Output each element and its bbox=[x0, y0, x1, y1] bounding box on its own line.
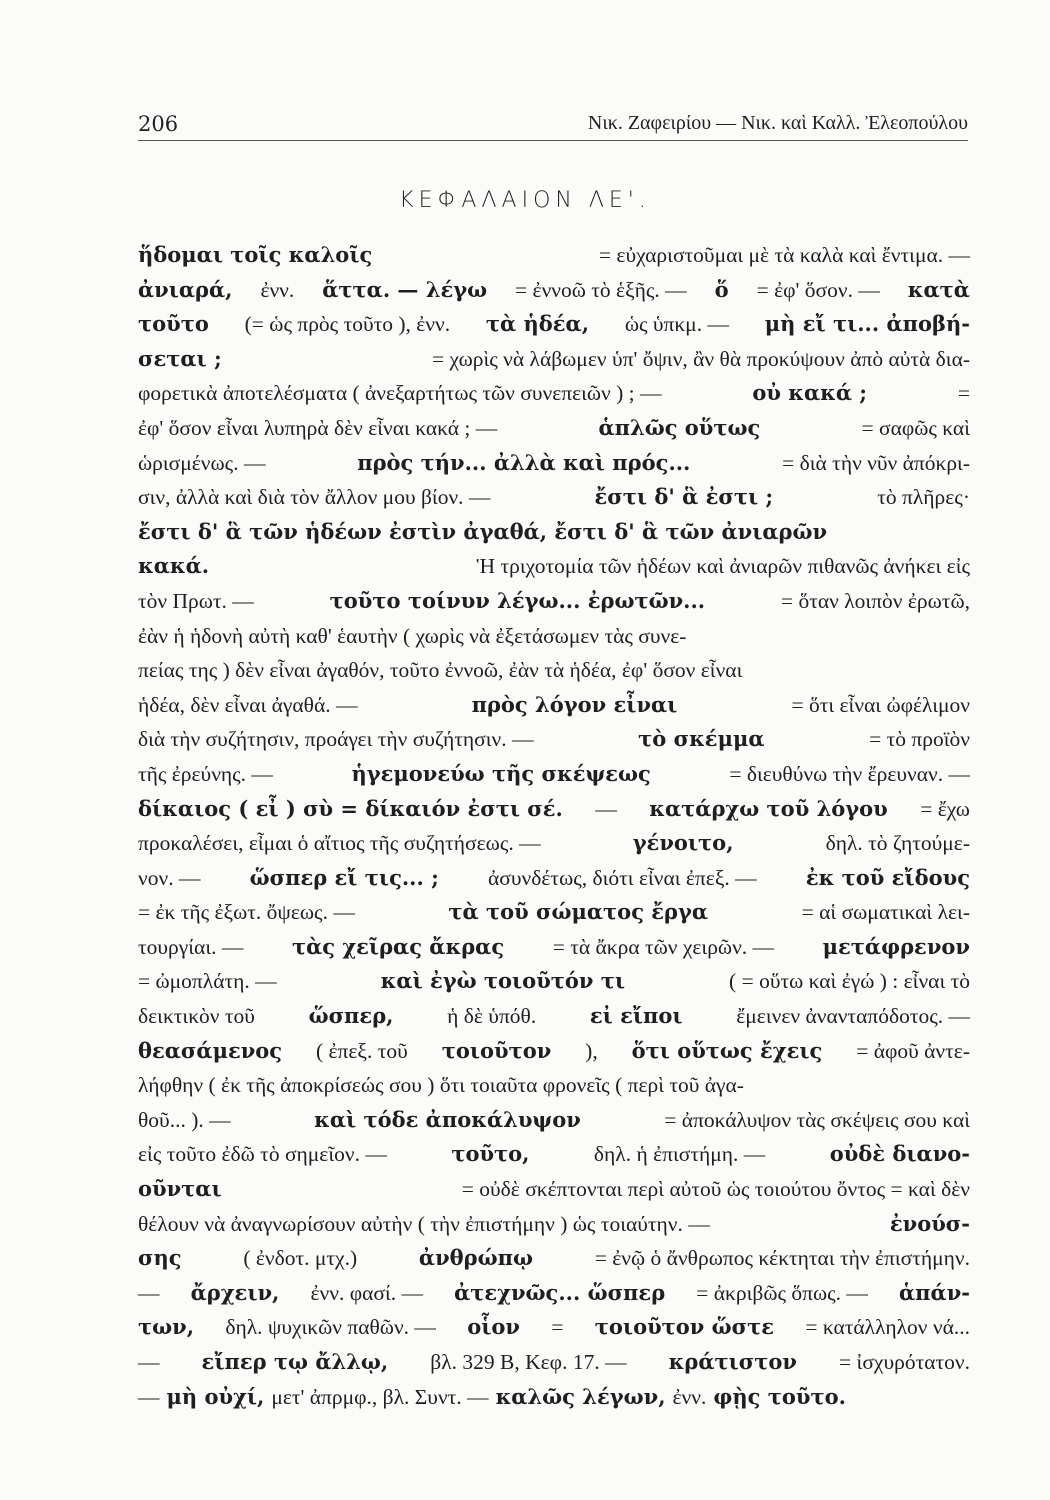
lemma-text: οἷον bbox=[467, 1314, 520, 1340]
text-line bbox=[138, 584, 970, 619]
gloss-text: δηλ. ἡ ἐπιστήμη. — bbox=[593, 1142, 766, 1167]
text-line bbox=[138, 792, 970, 827]
text-line bbox=[138, 549, 970, 584]
gloss-text: ἐνν. bbox=[672, 1384, 707, 1409]
gloss-text: = ὅταν λοιπὸν ἐρωτῶ, bbox=[780, 588, 970, 613]
text-line bbox=[138, 1345, 970, 1380]
gloss-text: Ἡ τριχοτομία τῶν ἡδέων καὶ ἀνιαρῶν πιθανῶς ἀνήκει εἰς bbox=[476, 554, 970, 579]
text-line bbox=[138, 480, 970, 515]
gloss-text: = ἰσχυρότατον. bbox=[839, 1350, 970, 1374]
gloss-text: = ἀφοῦ ἀντε- bbox=[856, 1038, 970, 1063]
gloss-text: φορετικὰ ἀποτελέσματα ( ἀνεξαρτήτως τῶν συνεπειῶν ) ; — bbox=[138, 381, 662, 406]
running-title: Νικ. Ζαφειρίου — Νικ. καὶ Καλλ. Ἐλεοπούλου bbox=[587, 112, 968, 134]
gloss-text: ἔμεινεν ἀνανταπόδοτος. — bbox=[736, 1004, 970, 1029]
gloss-text: ἐὰν ἡ ἡδονὴ αὐτὴ καθ' ἑαυτὴν ( χωρὶς νὰ ἐξετάσωμεν τὰς συνε- bbox=[138, 623, 687, 648]
lemma-text: φῂς τοῦτο. bbox=[713, 1383, 846, 1409]
gloss-text: = ἀκριβῶς ὅπως. — bbox=[696, 1280, 868, 1305]
lemma-text: θεασάμενος bbox=[138, 1037, 283, 1063]
text-line bbox=[138, 930, 970, 965]
gloss-text: = bbox=[551, 1315, 564, 1340]
lemma-text: οὐ κακά ; bbox=[752, 380, 868, 406]
gloss-text: τὸν Πρωτ. — bbox=[138, 588, 254, 613]
text-line bbox=[138, 1207, 970, 1242]
gloss-text: — bbox=[138, 1384, 160, 1409]
text-line bbox=[138, 964, 970, 999]
text-line bbox=[138, 1068, 970, 1103]
gloss-text: = τὸ προϊὸν bbox=[869, 727, 970, 752]
text-line bbox=[138, 826, 970, 861]
lemma-text: ἔστι δ' ἃ τῶν ἡδέων ἐστὶν ἀγαθά, ἔστι δ' ἃ τῶν ἀνιαρῶν bbox=[138, 518, 828, 544]
gloss-text: πείας της ) δὲν εἶναι ἀγαθόν, τοῦτο ἐννοῶ, ἐὰν τὰ ἡδέα, ἐφ' ὅσον εἶναι bbox=[138, 658, 743, 683]
text-line bbox=[138, 238, 970, 273]
gloss-text: = διευθύνω τὴν ἔρευναν. — bbox=[729, 761, 970, 786]
lemma-text: τὰς χεῖρας ἄκρας bbox=[291, 933, 505, 959]
lemma-text: ἁπάν- bbox=[899, 1279, 970, 1305]
lemma-text: δίκαιος ( εἶ ) σὺ = δίκαιόν ἐστι σέ. bbox=[138, 795, 563, 821]
gloss-text: ὡρισμένως. — bbox=[138, 450, 266, 475]
lemma-text: μὴ οὐχί, bbox=[166, 1383, 265, 1409]
lemma-text: ἀτεχνῶς... ὥσπερ bbox=[454, 1279, 666, 1305]
gloss-text: — bbox=[595, 796, 617, 821]
gloss-text: ἀσυνδέτως, διότι εἶναι ἐπεξ. — bbox=[488, 865, 757, 890]
text-line bbox=[138, 376, 970, 411]
lemma-text: κατάρχω τοῦ λόγου bbox=[649, 795, 888, 821]
gloss-text: δηλ. τὸ ζητούμε- bbox=[825, 831, 970, 856]
lemma-text: ἀνθρώπῳ bbox=[418, 1245, 533, 1271]
lemma-text: πρὸς λόγον εἶναι bbox=[471, 691, 678, 717]
lemma-text: τοῦτο, bbox=[451, 1141, 530, 1167]
text-line bbox=[138, 619, 970, 654]
lemma-text: ἅττα. — λέγω bbox=[322, 276, 488, 302]
lemma-text: σης bbox=[138, 1245, 182, 1271]
text-line bbox=[138, 1241, 970, 1276]
gloss-text: = τὰ ἄκρα τῶν χειρῶν. — bbox=[552, 934, 775, 959]
text-line bbox=[138, 446, 970, 481]
gloss-text: τῆς ἐρεύνης. — bbox=[138, 761, 273, 786]
gloss-text: θέλουν νὰ ἀναγνωρίσουν αὐτὴν ( τὴν ἐπιστήμην ) ὡς τοιαύτην. — bbox=[138, 1211, 710, 1236]
gloss-text: σιν, ἀλλὰ καὶ διὰ τὸν ἄλλον μου βίον. — bbox=[138, 485, 491, 510]
gloss-text: — bbox=[138, 1280, 160, 1305]
text-line bbox=[138, 722, 970, 757]
text-line bbox=[138, 999, 970, 1034]
lemma-text: ἀνιαρά, bbox=[138, 276, 233, 302]
lemma-text: κακά. bbox=[138, 553, 210, 579]
text-line bbox=[138, 307, 970, 342]
lemma-text: οῦνται bbox=[138, 1176, 222, 1202]
lemma-text: καλῶς λέγων, bbox=[495, 1383, 666, 1409]
gloss-text: ὡς ὑπκμ. — bbox=[624, 312, 729, 337]
gloss-text: ἐφ' ὅσον εἶναι λυπηρὰ δὲν εἶναι κακά ; — bbox=[138, 415, 498, 440]
gloss-text: = ἐφ' ὅσον. — bbox=[756, 277, 880, 302]
text-line bbox=[138, 342, 970, 377]
lemma-text: τὰ ἡδέα, bbox=[485, 311, 590, 337]
text-line bbox=[138, 1276, 970, 1311]
gloss-text: = ἐνῷ ὁ ἄνθρωπος κέκτηται τὴν ἐπιστήμην. bbox=[594, 1246, 970, 1271]
text-line bbox=[138, 1034, 970, 1069]
text-line bbox=[138, 515, 970, 550]
lemma-text: ἥδομαι τοῖς καλοῖς bbox=[138, 242, 373, 267]
gloss-text: = κατάλληλον νά... bbox=[805, 1315, 970, 1340]
text-line bbox=[138, 757, 970, 792]
gloss-text: εἰς τοῦτο ἐδῶ τὸ σημεῖον. — bbox=[138, 1142, 387, 1167]
lemma-text: ὅτι οὕτως ἔχεις bbox=[631, 1037, 823, 1063]
lemma-text: εἰ εἴποι bbox=[589, 1003, 683, 1029]
lemma-text: κράτιστον bbox=[668, 1349, 797, 1374]
gloss-text: ), bbox=[585, 1038, 598, 1063]
gloss-text: = ἔχω bbox=[920, 796, 970, 821]
lemma-text: ἔστι δ' ἃ ἐστι ; bbox=[594, 484, 774, 510]
gloss-text: προκαλέσει, εἶμαι ὁ αἴτιος τῆς συζητήσεως. — bbox=[138, 831, 541, 856]
text-line bbox=[138, 1380, 970, 1415]
gloss-text: βλ. 329 B, Κεφ. 17. — bbox=[430, 1350, 627, 1374]
gloss-text: λήφθην ( ἐκ τῆς ἀποκρίσεώς σου ) ὅτι τοιαῦτα φρονεῖς ( περὶ τοῦ ἀγα- bbox=[138, 1073, 744, 1098]
gloss-text: διὰ τὴν συζήτησιν, προάγει τὴν συζήτησιν. — bbox=[138, 727, 534, 752]
gloss-text: ( ἐπεξ. τοῦ bbox=[315, 1038, 408, 1063]
lemma-text: πρὸς τήν... ἀλλὰ καὶ πρός... bbox=[357, 449, 691, 475]
gloss-text: (= ὡς πρὸς τοῦτο ), ἐνν. bbox=[244, 312, 451, 337]
gloss-text: τουργίαι. — bbox=[138, 934, 244, 959]
gloss-text: δηλ. ψυχικῶν παθῶν. — bbox=[225, 1315, 436, 1340]
gloss-text: = εὐχαριστοῦμαι μὲ τὰ καλὰ καὶ ἔντιμα. — bbox=[598, 243, 970, 267]
lemma-text: ἐνούσ- bbox=[889, 1210, 970, 1236]
lemma-text: καὶ τόδε ἀποκάλυψον bbox=[314, 1106, 581, 1132]
lemma-text: ἁπλῶς οὕτως bbox=[598, 414, 761, 440]
gloss-text: — bbox=[138, 1350, 160, 1374]
lemma-text: ἡγεμονεύω τῆς σκέψεως bbox=[351, 760, 651, 786]
lemma-text: κατὰ bbox=[907, 276, 970, 302]
lemma-text: τοιοῦτον ὥστε bbox=[594, 1314, 775, 1340]
text-line bbox=[138, 653, 970, 688]
lemma-text: τὸ σκέμμα bbox=[638, 726, 765, 752]
lemma-text: καὶ ἐγὼ τοιοῦτόν τι bbox=[380, 968, 626, 994]
lemma-text: μετάφρενον bbox=[822, 933, 970, 959]
text-line bbox=[138, 1137, 970, 1172]
text-line bbox=[138, 1172, 970, 1207]
gloss-text: μετ' ἀπρμφ., βλ. Συντ. — bbox=[271, 1384, 489, 1409]
gloss-text: = σαφῶς καὶ bbox=[861, 415, 970, 440]
lemma-text: σεται ; bbox=[138, 345, 222, 371]
gloss-text: = ἐκ τῆς ἐξωτ. ὄψεως. — bbox=[138, 900, 355, 925]
text-line bbox=[138, 688, 970, 723]
lemma-text: ὥσπερ εἴ τις... ; bbox=[249, 864, 439, 890]
text-line bbox=[138, 861, 970, 896]
text-line bbox=[138, 411, 970, 446]
lemma-text: ἄρχειν, bbox=[190, 1279, 280, 1305]
gloss-text: = ἐννοῶ τὸ ἑξῆς. — bbox=[515, 277, 687, 302]
lemma-text: των, bbox=[138, 1314, 195, 1340]
lemma-text: ὅ bbox=[714, 276, 729, 302]
gloss-text: = bbox=[957, 381, 970, 406]
lemma-text: μὴ εἴ τι... ἀποβή- bbox=[764, 311, 970, 337]
gloss-text: ἡδέα, δὲν εἶναι ἀγαθά. — bbox=[138, 692, 358, 717]
gloss-text: ἐνν. bbox=[260, 277, 295, 302]
gloss-text: ( = οὕτω καὶ ἐγώ ) : εἶναι τὸ bbox=[729, 969, 970, 994]
gloss-text: = ὅτι εἶναι ὠφέλιμον bbox=[791, 692, 970, 717]
lemma-text: τὰ τοῦ σώματος ἔργα bbox=[448, 899, 709, 925]
lemma-text: εἴπερ τῳ ἄλλῳ, bbox=[201, 1349, 389, 1374]
lemma-text: γένοιτο, bbox=[632, 830, 734, 856]
gloss-text: ( ἐνδοτ. μτχ.) bbox=[243, 1246, 358, 1271]
running-header bbox=[138, 108, 968, 141]
gloss-text: = αἱ σωματικαὶ λει- bbox=[801, 900, 970, 925]
lemma-text: τοῦτο bbox=[138, 311, 209, 337]
text-line bbox=[138, 273, 970, 308]
lemma-text: τοιοῦτον bbox=[441, 1037, 552, 1063]
gloss-text: = οὐδὲ σκέπτονται περὶ αὐτοῦ ὡς τοιούτου ὄντος = καὶ δὲν bbox=[461, 1177, 970, 1202]
gloss-text: = διὰ τὴν νῦν ἀπόκρι- bbox=[782, 450, 970, 475]
page-number: 206 bbox=[138, 112, 179, 136]
gloss-text: δεικτικὸν τοῦ bbox=[138, 1004, 255, 1029]
lemma-text: ὥσπερ, bbox=[308, 1003, 394, 1029]
text-line bbox=[138, 1310, 970, 1345]
gloss-text: ἡ δὲ ὑπόθ. bbox=[447, 1004, 537, 1029]
chapter-heading: ΚΕΦΑΛΑΙΟΝ ΛΕ'. bbox=[399, 188, 651, 213]
gloss-text: τὸ πλῆρες· bbox=[877, 485, 970, 510]
lemma-text: ἐκ τοῦ εἴδους bbox=[805, 864, 970, 890]
gloss-text: νον. — bbox=[138, 865, 201, 890]
lemma-text: τοῦτο τοίνυν λέγω... ἐρωτῶν... bbox=[329, 587, 706, 613]
gloss-text: θοῦ... ). — bbox=[138, 1107, 231, 1132]
text-line bbox=[138, 1103, 970, 1138]
text-line bbox=[138, 895, 970, 930]
gloss-text: = ἀποκάλυψον τὰς σκέψεις σου καὶ bbox=[664, 1107, 970, 1132]
gloss-text: = χωρὶς νὰ λάβωμεν ὑπ' ὄψιν, ἂν θὰ προκύψουν ἀπὸ αὐτὰ δια- bbox=[432, 346, 970, 371]
lemma-text: οὐδὲ διανο- bbox=[829, 1141, 970, 1167]
commentary-text bbox=[138, 238, 970, 1414]
gloss-text: = ὠμοπλάτη. — bbox=[138, 969, 277, 994]
gloss-text: ἐνν. φασί. — bbox=[310, 1280, 423, 1305]
